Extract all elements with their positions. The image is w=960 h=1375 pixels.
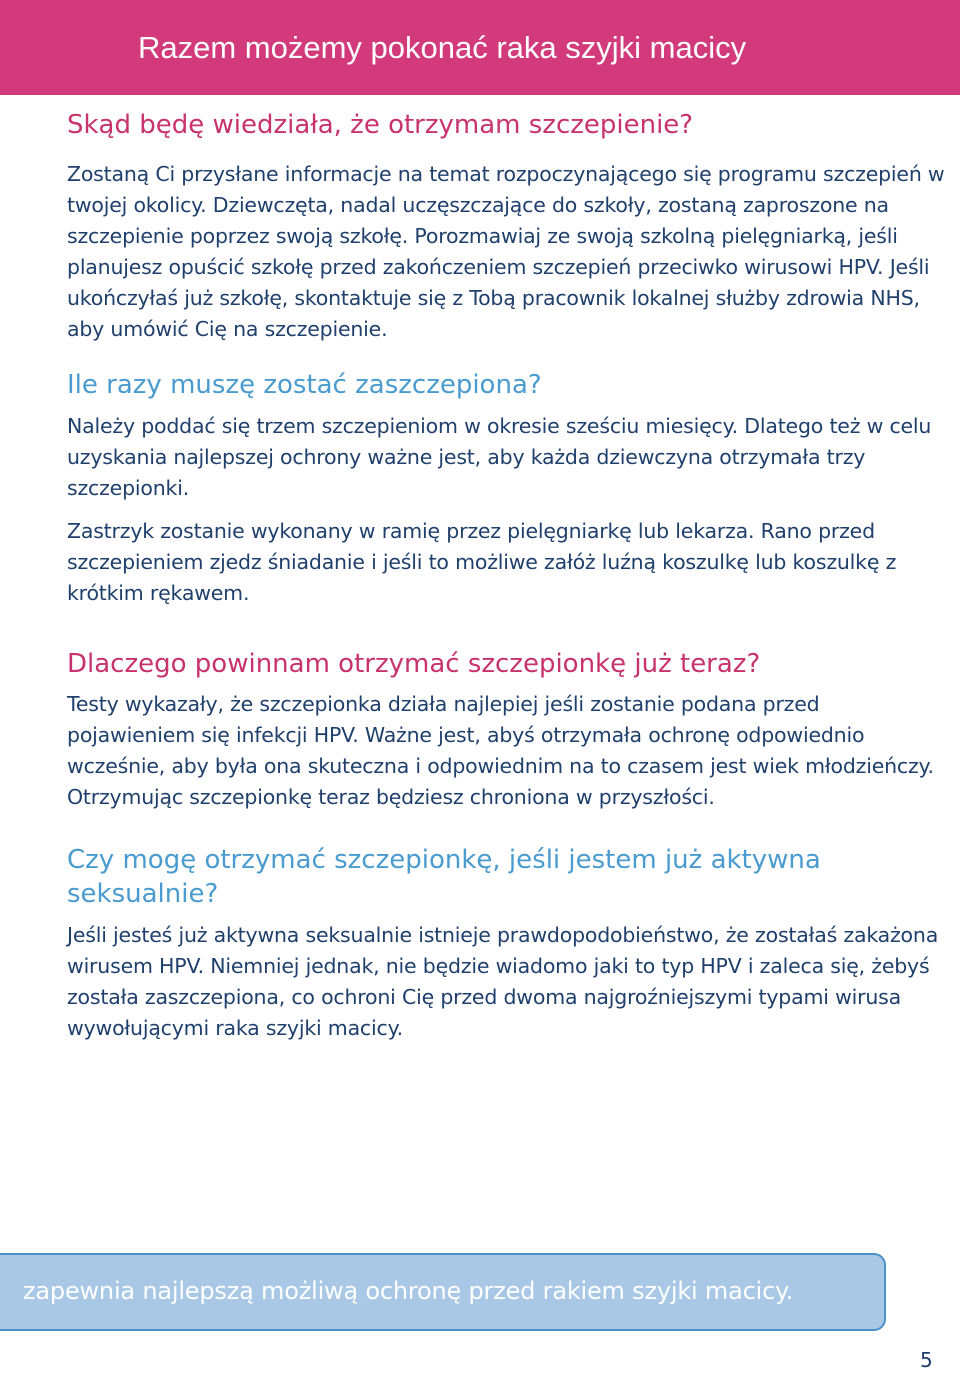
section-paragraph: Zostaną Ci przysłane informacje na temat rozpoczynającego się programu szczepień w twojej okolicy. Dziewczęta, nadal uczęszczające do szkoły, zostaną zaproszone na szczepienie poprzez swoją szkołę. Porozmawiaj ze swoją szkolną pielęgniarką, jeśli planujesz opuścić szkołę przed zakończeniem szczepień przeciwko wirusowi HPV. Jeśli ukończyłaś już szkołę, skontaktuje się z Tobą pracownik lokalnej służby zdrowia NHS, aby umówić Cię na szczepienie.	[67, 162, 945, 341]
section-paragraph: Należy poddać się trzem szczepieniom w okresie sześciu miesięcy. Dlatego też w celu uzyskania najlepszej ochrony ważne jest, aby każda dziewczyna otrzymała trzy szczepionki.	[67, 414, 932, 500]
section-paragraph: Jeśli jesteś już aktywna seksualnie istnieje prawdopodobieństwo, że zostałaś zakażona wirusem HPV. Niemniej jednak, nie będzie wiadomo jaki to typ HPV i zaleca się, żebyś została zaszczepiona, co ochroni Cię przed dwoma najgroźniejszymi typami wirusa wywołującymi raka szyjki macicy.	[67, 923, 939, 1040]
footer-banner	[0, 1253, 886, 1331]
section-heading-vaccination-notice: Skąd będę wiedziała, że otrzymam szczepienie?	[67, 110, 694, 140]
page-title: Razem możemy pokonać raka szyjki macicy	[138, 30, 747, 65]
banner-text: zapewnia najlepszą możliwą ochronę przed rakiem szyjki macicy.	[23, 1277, 794, 1305]
section-heading-why-now: Dlaczego powinnam otrzymać szczepionkę już teraz?	[67, 649, 761, 679]
page-number: 5	[920, 1348, 933, 1372]
header-band	[0, 0, 960, 95]
section-heading-dose-count: Ile razy muszę zostać zaszczepiona?	[67, 370, 542, 400]
main-content	[67, 108, 947, 1044]
section-paragraph: Zastrzyk zostanie wykonany w ramię przez pielęgniarkę lub lekarza. Rano przed szczepieniem zjedz śniadanie i jeśli to możliwe załóż luźną koszulkę lub koszulkę z krótkim rękawem.	[67, 519, 897, 605]
section-heading-sexually-active: Czy mogę otrzymać szczepionkę, jeśli jestem już aktywna seksualnie?	[67, 845, 821, 909]
section-paragraph: Testy wykazały, że szczepionka działa najlepiej jeśli zostanie podana przed pojawieniem się infekcji HPV. Ważne jest, abyś otrzymała ochronę odpowiednio wcześnie, aby była ona skuteczna i odpowiednim na to czasem jest wiek młodzieńczy. Otrzymując szczepionkę teraz będziesz chroniona w przyszłości.	[67, 692, 934, 809]
